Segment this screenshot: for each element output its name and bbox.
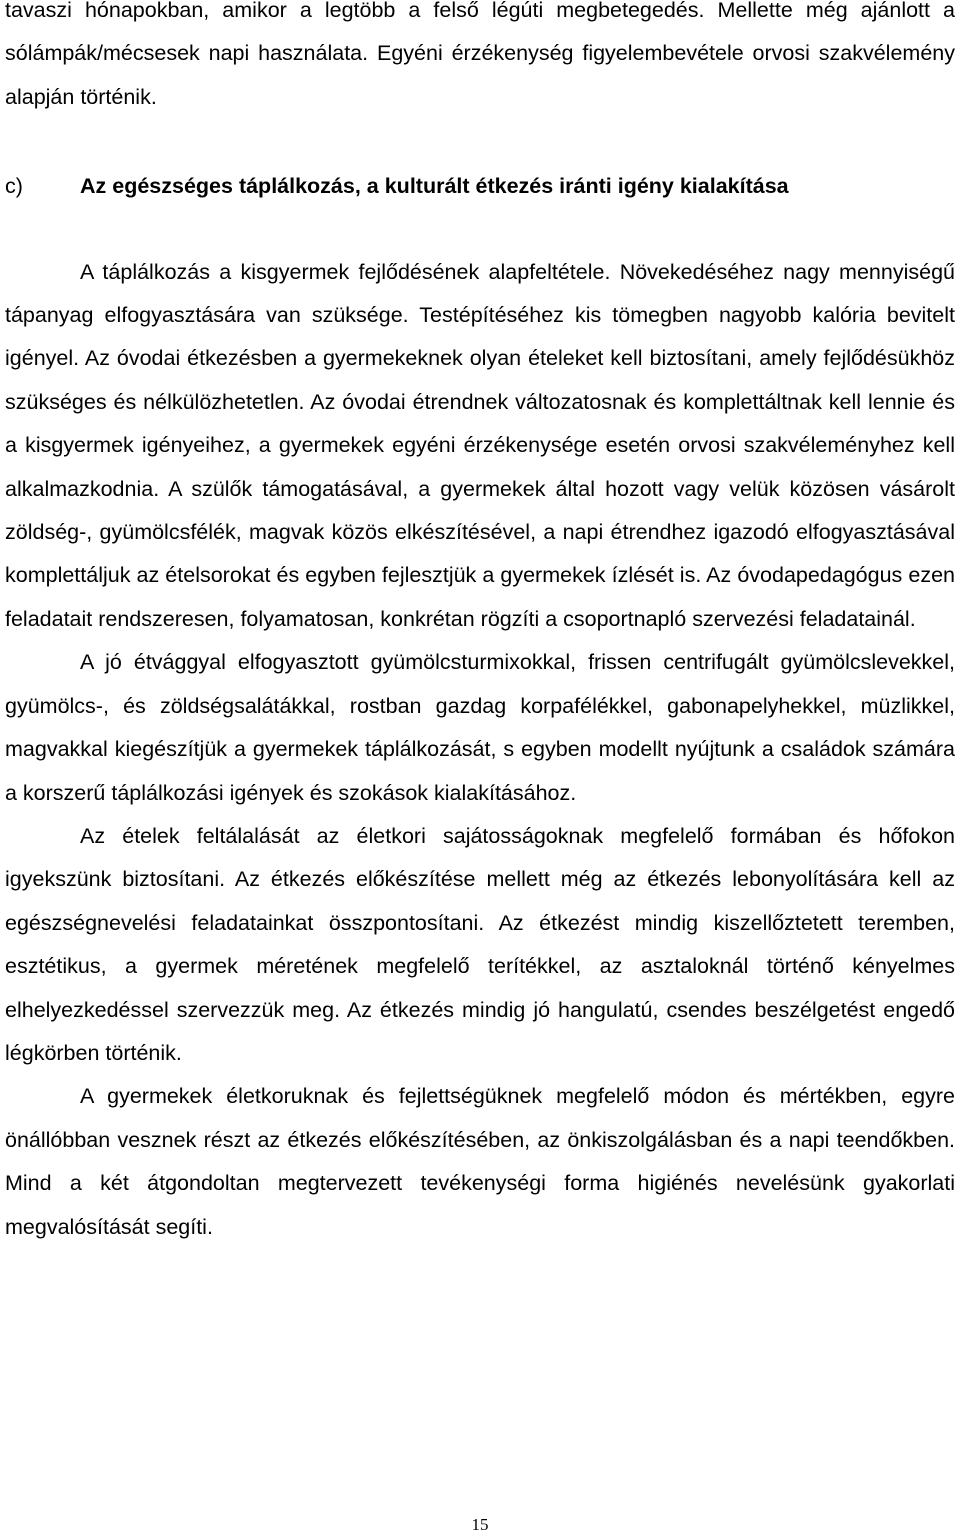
intro-paragraph: tavaszi hónapokban, amikor a legtöbb a felső légúti megbetegedés. Mellette még ajánlott a sólámpák/mécsesek napi használata. Egyéni érzékenység figyelembevétele orvosi szakvélemény alapján történik.	[5, 0, 955, 109]
document-page	[5, 0, 955, 1249]
body-paragraph: Az ételek feltálalását az életkori sajátosságoknak megfelelő formában és hőfokon igyekszünk biztosítani. Az étkezés előkészítése mellett még az étkezés lebonyolítására kell az egészségnevelési feladatainkat összpontosítani. Az étkezést mindig kiszellőztetett teremben, esztétikus, a gyermek méretének megfelelő terítékkel, az asztaloknál történő kényelmes elhelyezkedéssel szervezzük meg. Az étkezés mindig jó hangulatú, csendes beszélgetést engedő légkörben történik.	[5, 823, 955, 1065]
section-label: c)	[5, 174, 23, 199]
page-number: 15	[471, 1515, 489, 1534]
body-paragraph: A jó étvággyal elfogyasztott gyümölcsturmixokkal, frissen centrifugált gyümölcslevekkel, gyümölcs-, és zöldségsalátákkal, rostban gazdag korpafélékkel, gabonapelyhekkel, müzlikkel, magvakkal kiegészítjük a gyermekek táplálkozását, s egyben modellt nyújtunk a családok számára a korszerű táplálkozási igények és szokások kialakításához.	[5, 650, 955, 805]
section-heading	[5, 165, 955, 208]
body-paragraph: A táplálkozás a kisgyermek fejlődésének alapfeltétele. Növekedéséhez nagy mennyiségű tápanyag elfogyasztására van szüksége. Testépítéséhez kis tömegben nagyobb kalória bevitelt igényel. Az óvodai étkezésben a gyermekeknek olyan ételeket kell biztosítani, amely fejlődésükhöz szükséges és nélkülözhetetlen. Az óvodai étrendnek változatosnak és komplettáltnak kell lennie és a kisgyermek igényeihez, a gyermekek egyéni érzékenysége esetén orvosi szakvéleményhez kell alkalmazkodnia. A szülők támogatásával, a gyermekek által hozott vagy velük közösen vásárolt zöldség-, gyümölcsfélék, magvak közös elkészítésével, a napi étrendhez igazodó elfogyasztásával komplettáljuk az ételsorokat és egyben fejlesztjük a gyermekek ízlését is. Az óvodapedagógus ezen feladatait rendszeresen, folyamatosan, konkrétan rögzíti a csoportnapló szervezési feladatainál.	[5, 259, 955, 631]
body-paragraph: A gyermekek életkoruknak és fejlettségüknek megfelelő módon és mértékben, egyre önállóbban vesznek részt az étkezés előkészítésében, az önkiszolgálásban és a napi teendőkben. Mind a két átgondoltan megtervezett tevékenységi forma higiénés nevelésünk gyakorlati megvalósítását segíti.	[5, 1084, 955, 1239]
section-title: Az egészséges táplálkozás, a kulturált étkezés iránti igény kialakítása	[80, 174, 789, 199]
